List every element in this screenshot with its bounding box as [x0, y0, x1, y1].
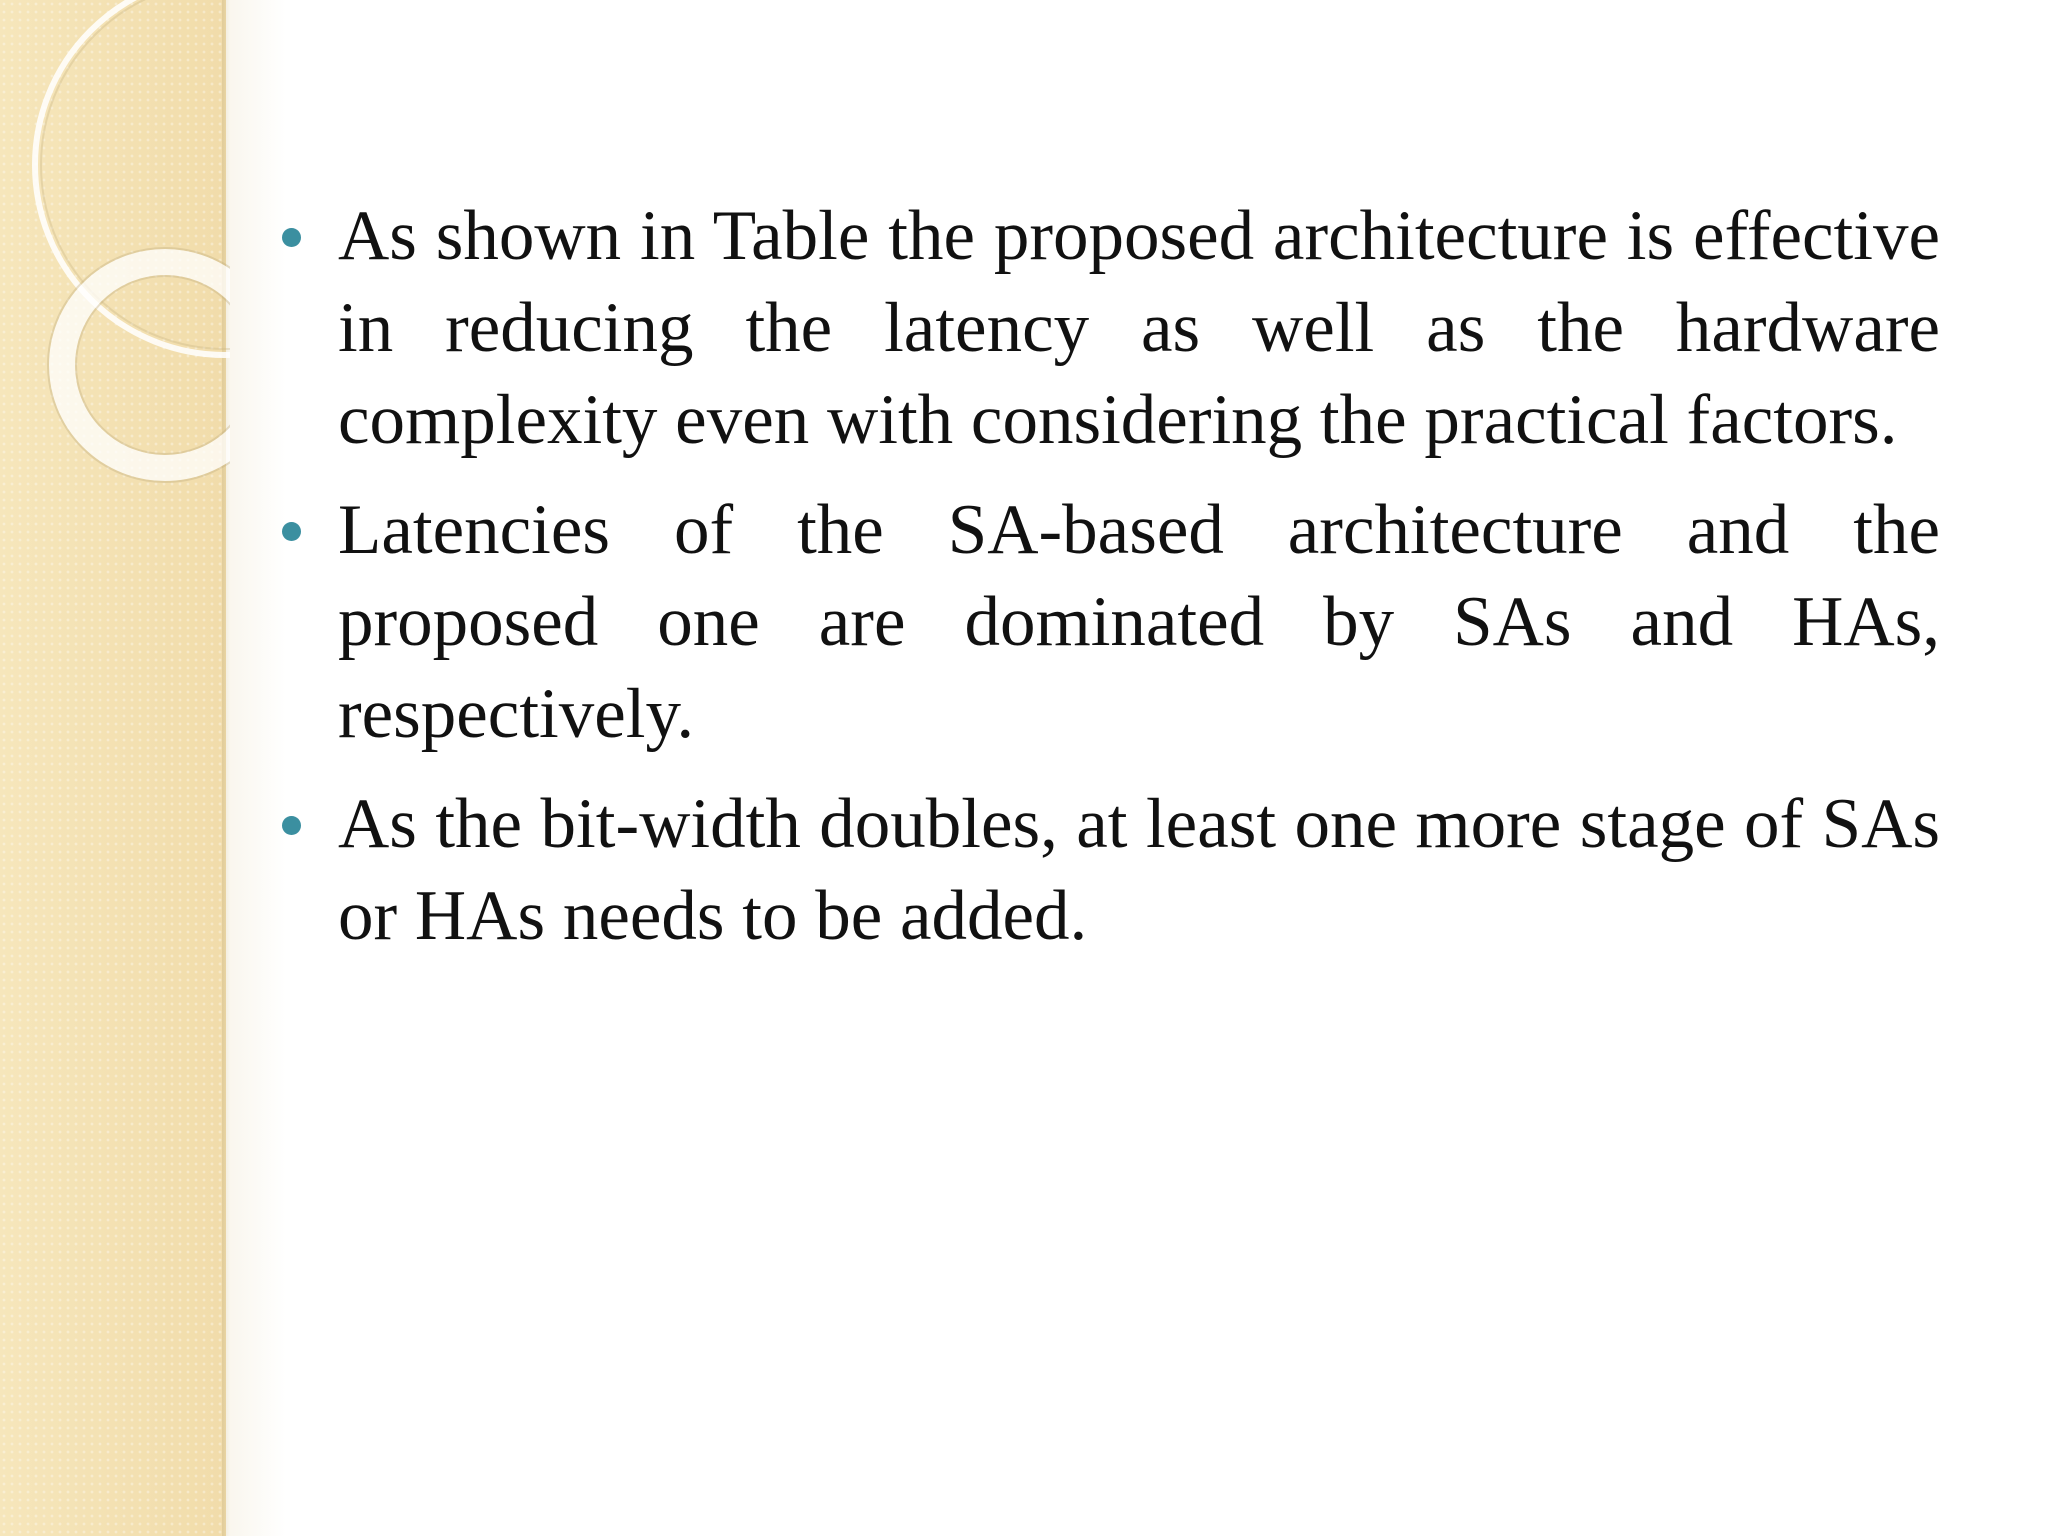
bullet-text: As shown in Table the proposed architecture is effective in reducing the latency as well as the hardware complexity even with considering the practical factors.: [338, 197, 1940, 459]
bullet-text: Latencies of the SA-based architecture and the proposed one are dominated by SAs and HAs, respectively.: [338, 491, 1940, 753]
bullet-dot-icon: [282, 816, 301, 835]
decorative-rings-graphic: [0, 0, 230, 520]
side-band-shadow: [226, 0, 286, 1536]
bullet-dot-icon: [282, 228, 301, 247]
bullet-list: [278, 190, 1940, 962]
bullet-item: [278, 190, 1940, 466]
slide-body: [278, 190, 1940, 980]
bullet-dot-icon: [282, 522, 301, 541]
bullet-item: [278, 778, 1940, 962]
bullet-item: [278, 484, 1940, 760]
bullet-text: As the bit-width doubles, at least one more stage of SAs or HAs needs to be added.: [338, 785, 1940, 955]
